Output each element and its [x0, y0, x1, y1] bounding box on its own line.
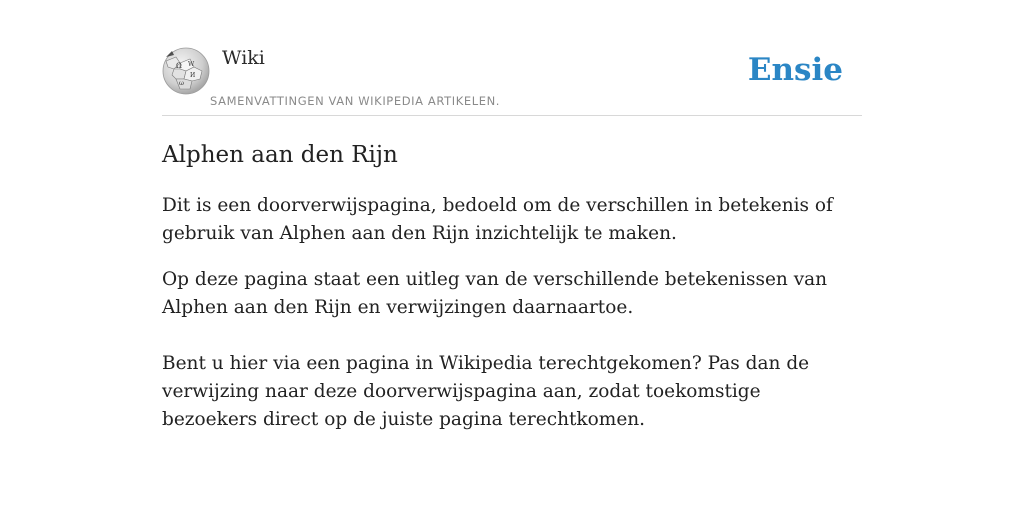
wikipedia-globe-icon[interactable] [162, 47, 210, 95]
article-paragraph-2: Op deze pagina staat een uitleg van de verschillende betekenissen van Alphen aan den Rijn en verwijzingen daarnaartoe. [162, 269, 828, 318]
article-paragraph-3: Bent u hier via een pagina in Wikipedia terechtgekomen? Pas dan de verwijzing naar deze doorverwijspagina aan, zodat toekomstige bezoekers direct op de juiste pagina terechtkomen. [162, 353, 810, 430]
svg-text:ω: ω [179, 80, 184, 87]
brand-logo-link[interactable]: Ensie [747, 52, 843, 88]
svg-text:Ω: Ω [176, 62, 182, 70]
site-tagline: SAMENVATTINGEN VAN WIKIPEDIA ARTIKELEN. [210, 94, 501, 108]
svg-text:И: И [190, 72, 196, 79]
site-header [162, 0, 862, 116]
page-title: Alphen aan den Rijn [162, 142, 398, 168]
article-paragraph-1: Dit is een doorverwijspagina, bedoeld om de verschillen in betekenis of gebruik van Alphen aan den Rijn inzichtelijk te maken. [162, 195, 833, 244]
svg-text:W: W [188, 61, 195, 68]
article-content [162, 140, 862, 434]
site-name-link[interactable]: Wiki [222, 47, 265, 69]
